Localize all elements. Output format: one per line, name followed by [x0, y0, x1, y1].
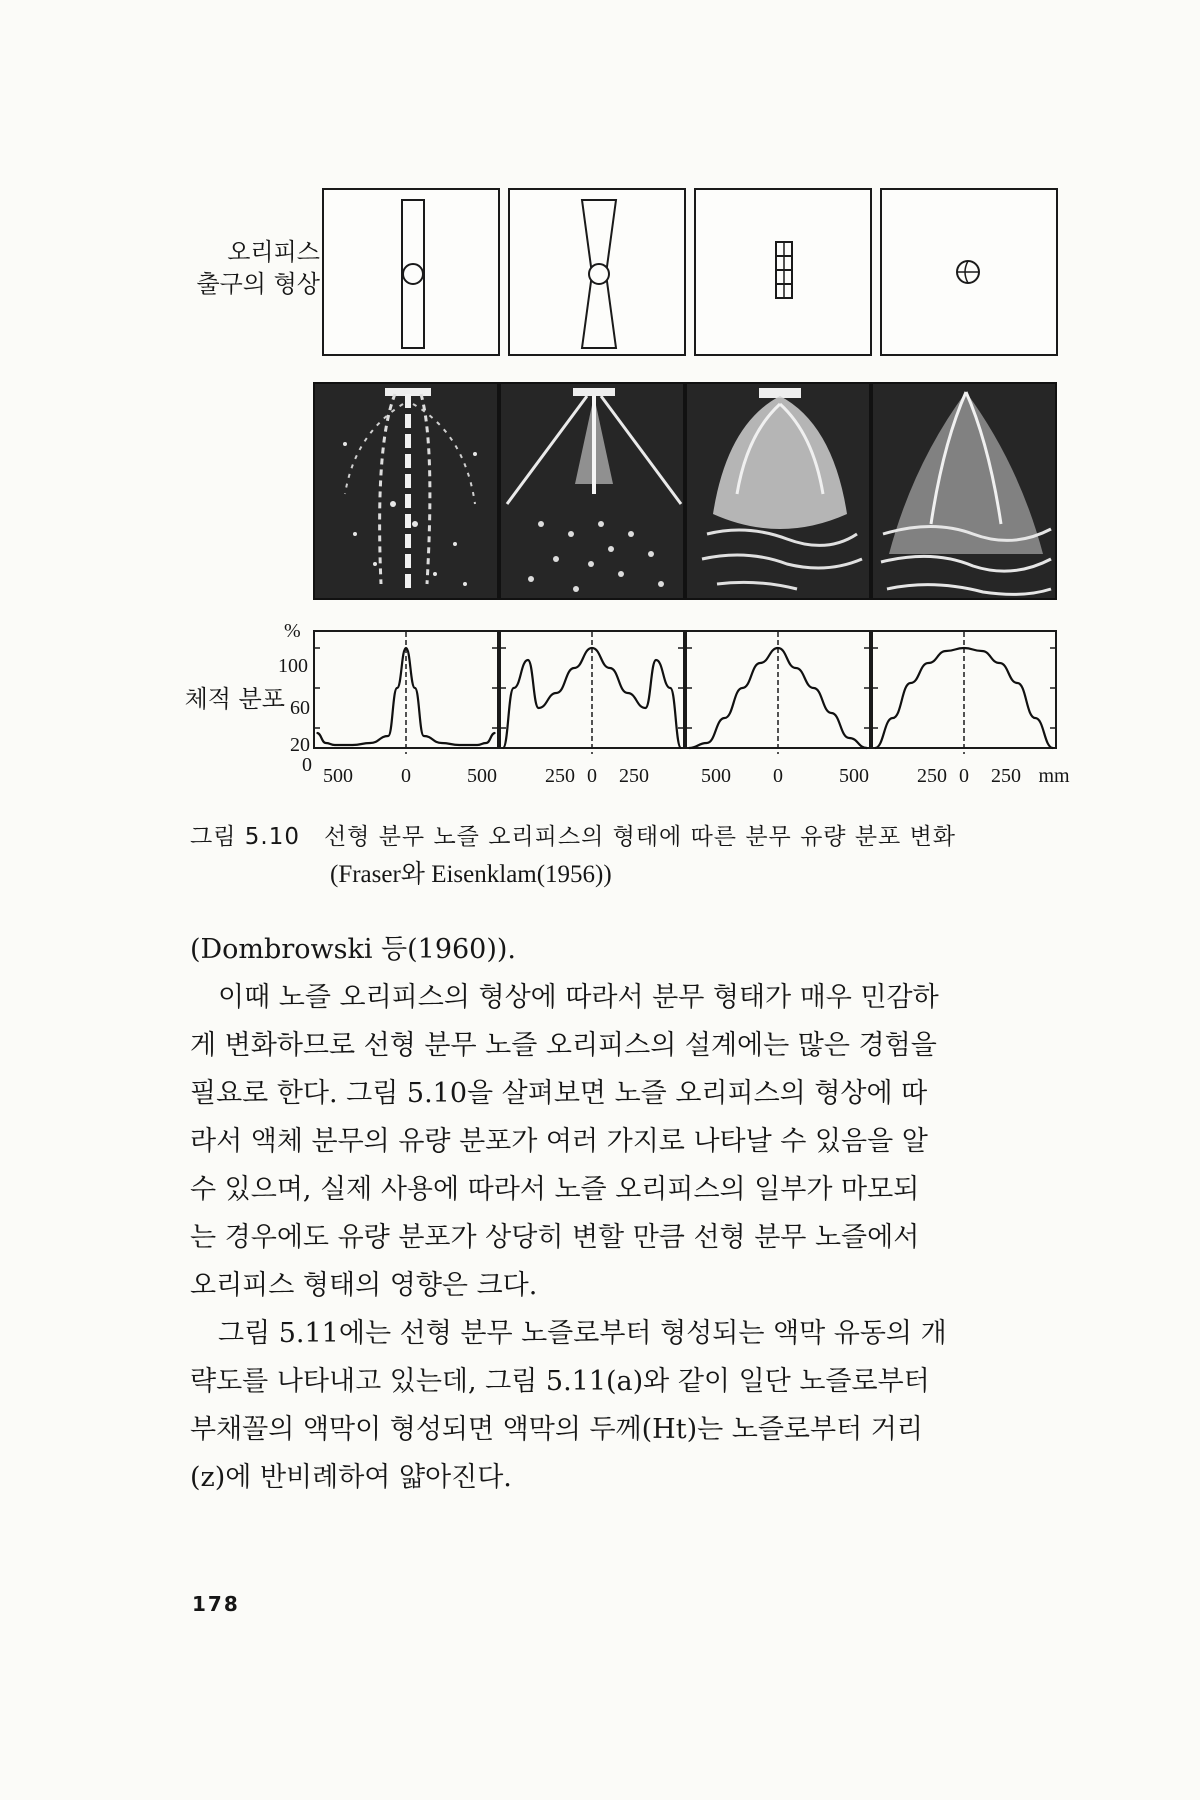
data-point	[945, 650, 947, 652]
y-tick-100: 100	[278, 655, 308, 677]
orifice-shape-label	[150, 236, 320, 300]
data-point	[591, 647, 593, 649]
distribution-svg-3	[685, 630, 871, 762]
distribution-chart-1	[313, 630, 499, 762]
body-text-line: 이때 노즐 오리피스의 형상에 따라서 분무 형태가 매우 민감하	[218, 982, 939, 1013]
data-point	[476, 744, 478, 746]
data-point	[848, 737, 850, 739]
data-point	[670, 687, 672, 689]
dense-cone-spray-photo	[687, 384, 871, 600]
body-text-line: 략도를 나타내고 있는데, 그림 5.11(a)와 같이 일단 노즐로부터	[190, 1366, 930, 1397]
data-point	[645, 707, 647, 709]
data-point	[387, 735, 389, 737]
spray-photo-2	[499, 382, 685, 600]
x-tick-label: 0	[401, 765, 411, 787]
distribution-chart-2	[499, 630, 685, 762]
slot-with-center-hole-icon	[324, 190, 502, 358]
x-tick-label: 250	[917, 765, 947, 787]
data-point	[1017, 682, 1019, 684]
orifice-shape-box-4	[880, 188, 1058, 356]
data-point	[928, 662, 930, 664]
body-text-line: 수 있으며, 실제 사용에 따라서 노즐 오리피스의 일부가 마모되	[190, 1174, 920, 1205]
data-point	[742, 687, 744, 689]
data-point	[423, 735, 425, 737]
data-point	[866, 747, 868, 749]
figure-caption	[190, 818, 1090, 888]
data-point	[999, 662, 1001, 664]
wide-sheet-spray-photo	[501, 384, 685, 600]
distribution-svg-2	[499, 630, 685, 762]
data-point	[502, 747, 504, 749]
data-point	[414, 687, 416, 689]
narrow-spray-photo	[315, 384, 499, 600]
data-point	[325, 742, 327, 744]
data-point	[334, 744, 336, 746]
data-point	[1034, 717, 1036, 719]
body-text-line: 는 경우에도 유량 분포가 상당히 변할 만큼 선형 분무 노즐에서	[190, 1222, 920, 1253]
data-point	[655, 659, 657, 661]
volume-distribution-label: 체적 분포	[184, 685, 285, 713]
data-point	[759, 662, 761, 664]
x-tick-label: 0	[959, 765, 969, 787]
y-tick-20: 20	[290, 734, 310, 756]
data-point	[441, 742, 443, 744]
data-point	[627, 692, 629, 694]
data-point	[910, 682, 912, 684]
caption-number: 그림 5.10	[190, 824, 300, 850]
data-point	[396, 687, 398, 689]
orifice-shape-box-1	[322, 188, 500, 356]
distribution-chart-4	[871, 630, 1057, 762]
spray-photo-3	[685, 382, 871, 600]
caption-source: (Fraser와 Eisenklam(1956))	[330, 861, 612, 888]
x-tick-label: 500	[701, 765, 731, 787]
data-point	[680, 747, 682, 749]
x-tick-label: 0	[773, 765, 783, 787]
x-tick-label: 500	[467, 765, 497, 787]
data-point	[724, 717, 726, 719]
data-point	[813, 687, 815, 689]
data-point	[370, 742, 372, 744]
body-text-line: 라서 액체 분무의 유량 분포가 여러 가지로 나타날 수 있음을 알	[190, 1126, 928, 1157]
distribution-chart-3	[685, 630, 871, 762]
data-point	[573, 667, 575, 669]
body-text-line: 필요로 한다. 그림 5.10을 살펴보면 노즐 오리피스의 형상에 따	[190, 1078, 928, 1109]
data-point	[777, 647, 779, 649]
y-axis-unit: %	[284, 620, 301, 642]
data-point	[513, 687, 515, 689]
x-tick-label: 250	[991, 765, 1021, 787]
body-text-line: 게 변화하므로 선형 분무 노즐 오리피스의 설계에는 많은 경험을	[190, 1030, 937, 1061]
data-point	[892, 717, 894, 719]
fan-cone-spray-photo	[873, 384, 1057, 600]
page-number: 178	[192, 1592, 240, 1616]
x-tick-label: 250	[619, 765, 649, 787]
data-point	[459, 744, 461, 746]
data-point	[405, 647, 407, 649]
body-text-line: (Dombrowski 등(1960)).	[190, 934, 517, 965]
spray-photo-4	[871, 382, 1057, 600]
data-point	[963, 647, 965, 649]
data-point	[485, 742, 487, 744]
spray-photo-1	[313, 382, 499, 600]
body-text-line: (z)에 반비례하여 얇아진다.	[190, 1462, 512, 1493]
data-point	[527, 659, 529, 661]
x-tick-label: 500	[839, 765, 869, 787]
x-axis-unit: mm	[1038, 765, 1070, 787]
orifice-shape-box-3	[694, 188, 872, 356]
bowtie-slot-icon	[510, 190, 688, 358]
body-text-line: 오리피스 형태의 영향은 크다.	[190, 1270, 538, 1301]
data-point	[795, 667, 797, 669]
y-tick-0: 0	[302, 754, 312, 776]
x-tick-label: 0	[587, 765, 597, 787]
distribution-svg-4	[871, 630, 1057, 762]
body-text-line: 그림 5.11에는 선형 분무 노즐로부터 형성되는 액막 유동의 개	[218, 1318, 947, 1349]
data-point	[831, 712, 833, 714]
y-tick-60: 60	[290, 697, 310, 719]
data-point	[609, 667, 611, 669]
data-point	[538, 707, 540, 709]
orifice-shape-label-line1: 오리피스	[227, 238, 320, 266]
short-slot-icon	[696, 190, 874, 358]
x-tick-label: 500	[323, 765, 353, 787]
circle-orifice-icon	[882, 190, 1060, 358]
orifice-shape-box-2	[508, 188, 686, 356]
data-point	[352, 744, 354, 746]
data-point	[1052, 747, 1054, 749]
caption-title: 선형 분무 노즐 오리피스의 형태에 따른 분무 유량 분포 변화	[323, 824, 957, 850]
data-point	[688, 747, 690, 749]
data-point	[874, 747, 876, 749]
distribution-svg-1	[313, 630, 499, 762]
data-point	[706, 742, 708, 744]
orifice-shape-label-line2: 출구의 형상	[196, 270, 320, 298]
x-tick-label: 250	[545, 765, 575, 787]
data-point	[316, 732, 318, 734]
data-point	[981, 650, 983, 652]
data-point	[494, 732, 496, 734]
data-point	[556, 692, 558, 694]
body-text-line: 부채꼴의 액막이 형성되면 액막의 두께(Ht)는 노즐로부터 거리	[190, 1414, 923, 1445]
